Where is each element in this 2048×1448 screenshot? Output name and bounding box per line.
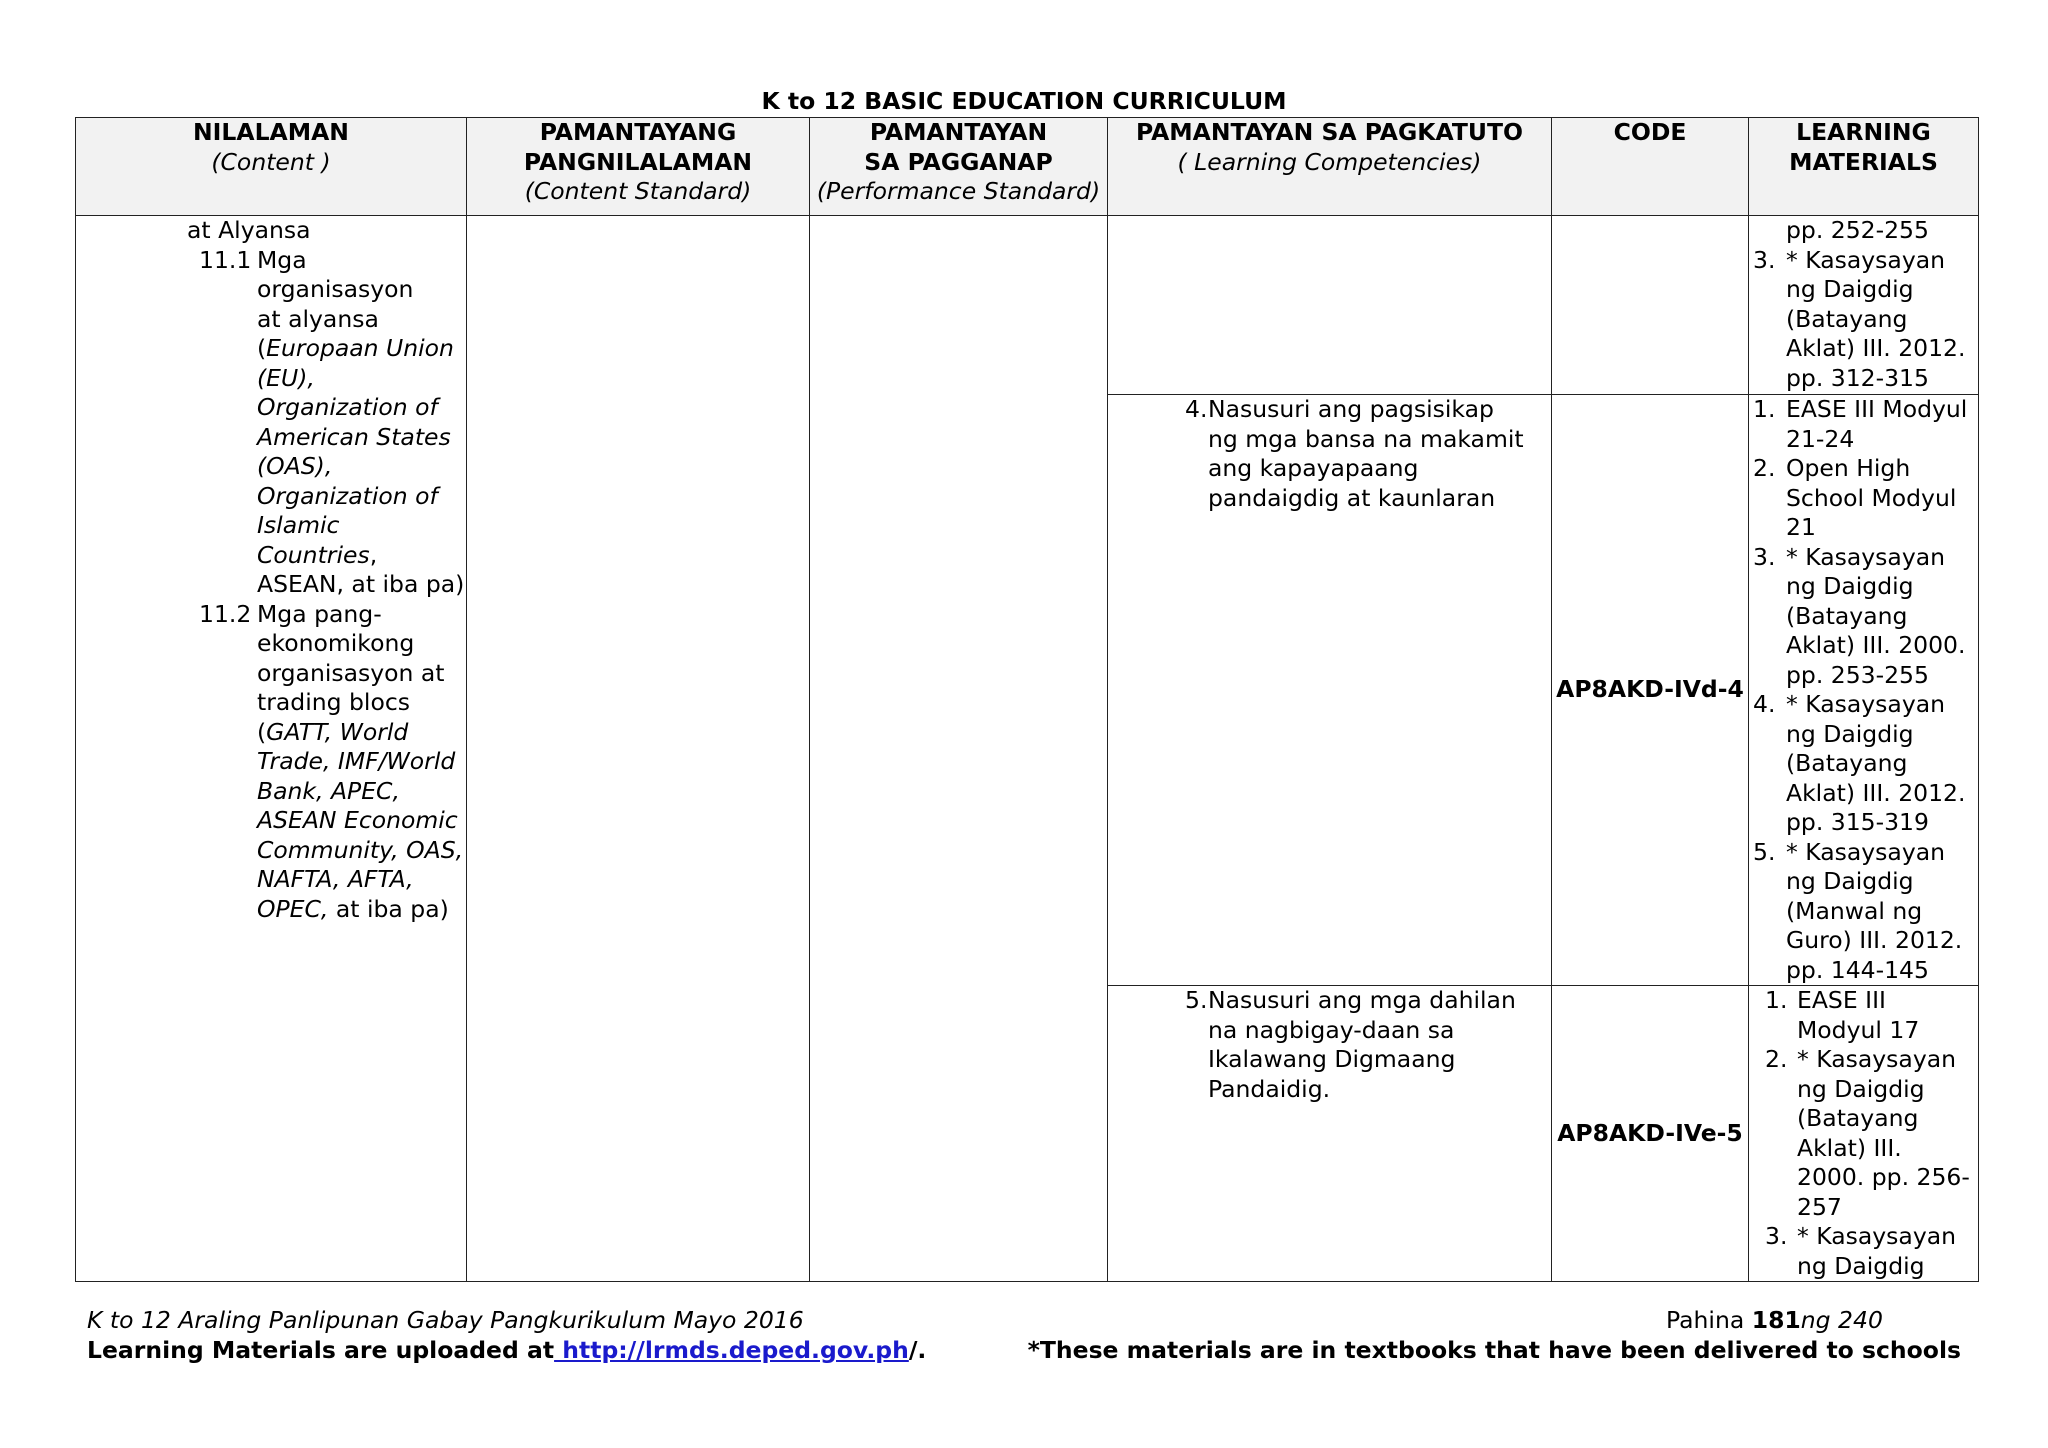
footer-guide-title: K to 12 Araling Panlipunan Gabay Pangkurikulum Mayo 2016	[87, 1306, 804, 1334]
footer-uploaded-suffix: /.	[908, 1336, 927, 1364]
list-item: 2. Open High School Modyul 21	[1753, 454, 1957, 541]
materials-cell	[1749, 986, 1979, 1282]
page-number	[1666, 1305, 1883, 1335]
footer-materials-note: *These materials are in textbooks that have been delivered to schools	[1027, 1336, 1961, 1364]
list-item: 1. EASE III Modyul 17	[1765, 986, 1920, 1044]
header-content-standard	[467, 118, 810, 216]
list-item: 3. * Kasaysayan ng Daigdig (Batayang Aklat) III. 2000. pp. 253-255	[1753, 542, 1966, 689]
materials-cell	[1749, 216, 1979, 395]
competency-text: Nasusuri ang pagsisikap ng mga bansa na makamit ang kapayapaang pandaigdig at kaunlaran	[1208, 395, 1524, 512]
list-item: 5. * Kasaysayan ng Daigdig (Manwal ng Guro) III. 2012. pp. 144-145	[1753, 837, 1963, 984]
footer-uploaded-prefix: Learning Materials are uploaded at	[87, 1336, 555, 1364]
header-learning-materials-title1: LEARNING	[1796, 118, 1931, 146]
document-title: K to 12 BASIC EDUCATION CURRICULUM	[761, 87, 1287, 115]
materials-list	[1749, 395, 1978, 985]
page-suffix: ng 240	[1800, 1306, 1883, 1334]
code-cell: AP8AKD-IVe-5	[1552, 986, 1749, 1282]
header-learning-materials-title2: MATERIALS	[1789, 147, 1938, 176]
content-item-11-2-bloc-list: GATT, World Trade, IMF/World Bank, APEC, ASEAN Economic Community, OAS, NAFTA, AFTA, OPEC,	[257, 717, 464, 923]
header-content-standard-title2: PANGNILALAMAN	[523, 147, 753, 176]
header-content-standard-title1: PAMANTAYANG	[539, 118, 737, 146]
footer-uploaded-line	[87, 1335, 926, 1365]
materials-list	[1749, 986, 1978, 1281]
content-item-11-1-num: 11.1	[199, 245, 252, 274]
content-item-11-2-tail: at iba pa)	[328, 894, 449, 923]
content-item-11-1-org-list: Europaan Union (EU), Organization of American States (OAS), Organization of Islamic Countries	[257, 334, 454, 569]
competency-text: Nasusuri ang mga dahilan na nagbigay-daan sa Ikalawang Digmaang Pandaidig.	[1208, 986, 1516, 1103]
competency-cell	[1108, 986, 1552, 1282]
lrmds-link[interactable]: http://lrmds.deped.gov.ph	[554, 1336, 909, 1364]
materials-continuation: pp. 252-255	[1786, 216, 1929, 244]
competency-num: 5.	[1185, 986, 1208, 1014]
header-learning-materials	[1749, 118, 1979, 216]
competency-cell	[1108, 216, 1552, 395]
header-learning-competencies-title: PAMANTAYAN SA PAGKATUTO	[1136, 118, 1523, 146]
header-performance-standard-title1: PAMANTAYAN	[869, 118, 1048, 146]
content-item-11-2	[76, 600, 466, 925]
list-item: 3. * Kasaysayan ng Daigdig	[1765, 1222, 1957, 1280]
content-cell	[76, 216, 467, 1282]
header-content-sub: (Content )	[211, 147, 331, 176]
materials-cell	[1749, 395, 1979, 986]
curriculum-table	[75, 117, 1979, 1282]
header-content-title: NILALAMAN	[193, 118, 349, 146]
header-learning-competencies	[1108, 118, 1552, 216]
header-content-standard-sub: (Content Standard)	[524, 177, 752, 205]
header-code	[1552, 118, 1749, 216]
content-top-text: at Alyansa	[187, 216, 311, 244]
header-learning-competencies-sub: ( Learning Competencies)	[1177, 147, 1482, 176]
page-prefix: Pahina	[1666, 1306, 1752, 1334]
page-current: 181	[1751, 1306, 1801, 1334]
header-code-title: CODE	[1613, 118, 1687, 146]
header-row	[76, 118, 1979, 216]
competency-cell	[1108, 395, 1552, 986]
code-cell	[1552, 216, 1749, 395]
header-performance-standard-title2: SA PAGGANAP	[864, 147, 1053, 176]
performance-standard-cell	[810, 216, 1108, 1282]
materials-list	[1749, 246, 1978, 394]
header-performance-standard	[810, 118, 1108, 216]
content-item-11-1-tail: , ASEAN, at iba pa)	[257, 540, 465, 598]
content-item-11-1-line2: at alyansa	[257, 304, 379, 333]
code-cell: AP8AKD-IVd-4	[1552, 395, 1749, 986]
content-item-11-1-open-paren: (	[257, 334, 267, 362]
content-item-11-2-open-paren: (	[257, 717, 267, 746]
list-item: 4. * Kasaysayan ng Daigdig (Batayang Aklat) III. 2012. pp. 315-319	[1753, 690, 1966, 836]
list-item: 3. * Kasaysayan ng Daigdig (Batayang Aklat) III. 2012. pp. 312-315	[1753, 245, 1966, 392]
content-standard-cell	[467, 216, 810, 1282]
content-item-11-2-num: 11.2	[199, 599, 252, 628]
content-item-11-1-line1: Mga organisasyon	[257, 245, 414, 303]
table-row	[76, 216, 1979, 395]
list-item: 1. EASE III Modyul 21-24	[1753, 395, 1968, 453]
content-item-11-1	[76, 246, 466, 600]
competency-num: 4.	[1185, 395, 1208, 423]
footer-left	[87, 1305, 926, 1365]
content-item-11-2-text: Mga pang-ekonomikong organisasyon at trading blocs	[257, 599, 445, 716]
list-item: 2. * Kasaysayan ng Daigdig (Batayang Aklat) III. 2000. pp. 256-257	[1765, 1045, 1970, 1221]
header-content	[76, 118, 467, 216]
header-performance-standard-sub: (Performance Standard)	[816, 177, 1101, 205]
